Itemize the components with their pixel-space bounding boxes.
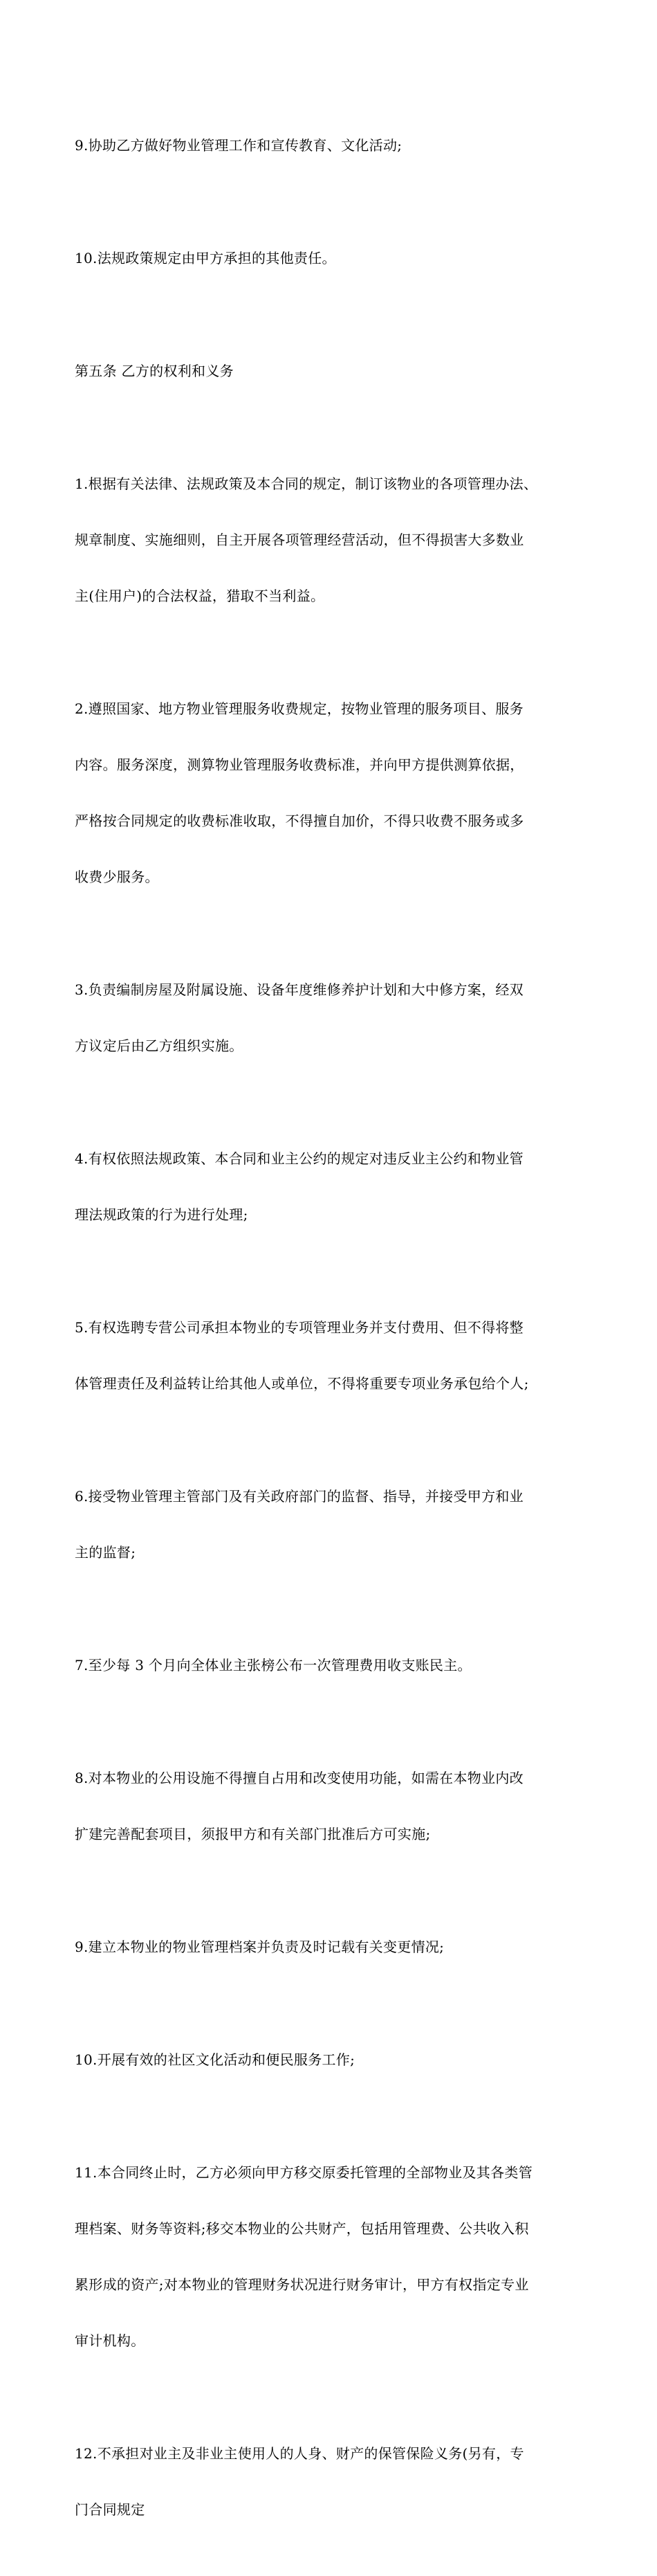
text-line: 11.本合同终止时，乙方必须向甲方移交原委托管理的全部物业及其各类管 xyxy=(75,2164,533,2181)
text-line: 扩建完善配套项目，须报甲方和有关部门批准后方可实施; xyxy=(75,1826,431,1842)
text-line: 第五条 乙方的权利和义务 xyxy=(75,363,234,379)
clause-paragraph xyxy=(75,99,586,192)
text-line: 收费少服务。 xyxy=(75,869,159,885)
text-line: 12.不承担对业主及非业主使用人的人身、财产的保管保险义务(另有，专 xyxy=(75,2445,524,2462)
clause-paragraph xyxy=(75,2126,586,2388)
text-line: 10.法规政策规定由甲方承担的其他责任。 xyxy=(75,250,336,266)
text-line: 审计机构。 xyxy=(75,2332,145,2349)
clause-paragraph xyxy=(75,1901,586,1994)
clause-paragraph xyxy=(75,1619,586,1712)
text-line: 3.负责编制房屋及附属设施、设备年度维修养护计划和大中修方案，经双 xyxy=(75,981,524,998)
clause-paragraph xyxy=(75,1450,586,1599)
clause-paragraph xyxy=(75,662,586,924)
clause-paragraph xyxy=(75,2407,586,2557)
clause-paragraph xyxy=(75,1732,586,1881)
section-heading xyxy=(75,325,586,418)
text-line: 体管理责任及利益转让给其他人或单位，不得将重要专项业务承包给个人; xyxy=(75,1375,529,1392)
text-line: 2.遵照国家、地方物业管理服务收费规定，按物业管理的服务项目、服务 xyxy=(75,700,524,717)
clause-paragraph xyxy=(75,1281,586,1431)
clause-paragraph xyxy=(75,2013,586,2107)
text-line: 理档案、财务等资料;移交本物业的公共财产，包括用管理费、公共收入积 xyxy=(75,2220,529,2237)
text-line: 6.接受物业管理主管部门及有关政府部门的监督、指导，并接受甲方和业 xyxy=(75,1488,524,1505)
clause-paragraph xyxy=(75,212,586,305)
text-line: 9.协助乙方做好物业管理工作和宣传教育、文化活动; xyxy=(75,137,402,154)
text-line: 规章制度、实施细则，自主开展各项管理经营活动，但不得损害大多数业 xyxy=(75,532,524,548)
text-line: 1.根据有关法律、法规政策及本合同的规定，制订该物业的各项管理办法、 xyxy=(75,475,538,492)
document-body xyxy=(75,99,586,2576)
text-line: 7.至少每 3 个月向全体业主张榜公布一次管理费用收支账民主。 xyxy=(75,1657,472,1674)
clause-paragraph xyxy=(75,943,586,1093)
text-line: 累形成的资产;对本物业的管理财务状况进行财务审计，甲方有权指定专业 xyxy=(75,2276,529,2293)
text-line: 严格按合同规定的收费标准收取，不得擅自加价，不得只收费不服务或多 xyxy=(75,813,524,829)
text-line: 主(住用户)的合法权益，猎取不当利益。 xyxy=(75,588,325,604)
text-line: 内容。服务深度，测算物业管理服务收费标准，并向甲方提供测算依据， xyxy=(75,756,524,773)
text-line: 5.有权选聘专营公司承担本物业的专项管理业务并支付费用、但不得将整 xyxy=(75,1319,524,1336)
clause-paragraph xyxy=(75,1112,586,1262)
text-line: 4.有权依照法规政策、本合同和业主公约的规定对违反业主公约和物业管 xyxy=(75,1150,524,1167)
text-line: 10.开展有效的社区文化活动和便民服务工作; xyxy=(75,2051,355,2068)
text-line: 9.建立本物业的物业管理档案并负责及时记载有关变更情况; xyxy=(75,1939,445,1955)
text-line: 门合同规定 xyxy=(75,2501,145,2518)
clause-paragraph xyxy=(75,437,586,643)
text-line: 8.对本物业的公用设施不得擅自占用和改变使用功能，如需在本物业内改 xyxy=(75,1770,524,1786)
text-line: 方议定后由乙方组织实施。 xyxy=(75,1037,243,1054)
text-line: 主的监督; xyxy=(75,1544,136,1561)
text-line: 理法规政策的行为进行处理; xyxy=(75,1206,248,1223)
